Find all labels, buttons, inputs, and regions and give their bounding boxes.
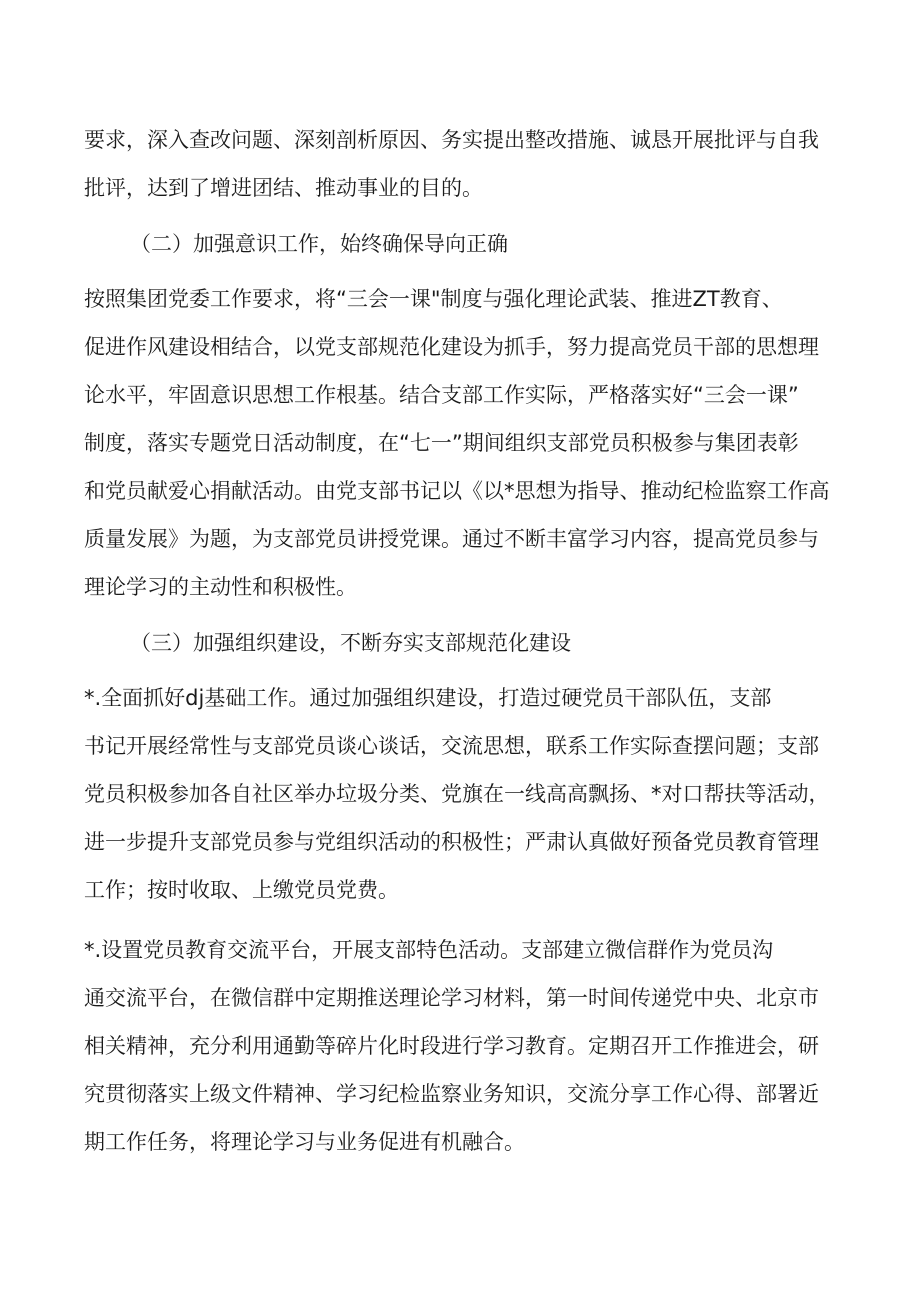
text-line: 工作；按时收取、上缴党员党费。 — [84, 878, 399, 902]
text-line: 论水平，牢固意识思想工作根基。结合支部工作实际，严格落实好“三会一课” — [84, 383, 799, 407]
heading-text: （三）加强组织建设，不断夯实支部规范化建设 — [130, 631, 571, 655]
text-line: 书记开展经常性与支部党员谈心谈话，交流思想，联系工作实际查摆问题；支部 — [84, 734, 819, 758]
text-line: 按照集团党委工作要求，将“三会一课"制度与强化理论武装、推进ZT教育、 — [84, 287, 783, 311]
text-line: 质量发展》为题，为支部党员讲授党课。通过不断丰富学习内容，提高党员参与 — [84, 527, 819, 551]
text-line: 党员积极参加各自社区举办垃圾分类、党旗在一线高高飘扬、*对口帮扶等活动， — [84, 782, 830, 806]
text-line: *.设置党员教育交流平台，开展支部特色活动。支部建立微信群作为党员沟 — [84, 938, 774, 962]
text-line: 相关精神，充分利用通勤等碎片化时段进行学习教育。定期召开工作推进会，研 — [84, 1034, 819, 1058]
text-line: 要求，深入查改问题、深刻剖析原因、务实提出整改措施、诚恳开展批评与自我 — [84, 128, 819, 152]
text-line: 理论学习的主动性和积极性。 — [84, 575, 357, 599]
text-line: 进一步提升支部党员参与党组织活动的积极性；严肃认真做好预备党员教育管理 — [84, 830, 819, 854]
heading-text: （二）加强意识工作，始终确保导向正确 — [130, 232, 508, 256]
text-line: 批评，达到了增进团结、推动事业的目的。 — [84, 176, 483, 200]
text-line: 制度，落实专题党日活动制度，在“七一”期间组织支部党员积极参与集团表彰 — [84, 431, 799, 455]
text-line: 促进作风建设相结合，以党支部规范化建设为抓手，努力提高党员干部的思想理 — [84, 335, 819, 359]
text-line: 期工作任务，将理论学习与业务促进有机融合。 — [84, 1130, 525, 1154]
text-line: 通交流平台，在微信群中定期推送理论学习材料，第一时间传递党中央、北京市 — [84, 986, 819, 1010]
text-line: 和党员献爱心捐献活动。由党支部书记以《以*思想为指导、推动纪检监察工作高 — [84, 479, 830, 503]
text-line: *.全面抓好dj基础工作。通过加强组织建设，打造过硬党员干部队伍，支部 — [84, 686, 772, 710]
text-line: 究贯彻落实上级文件精神、学习纪检监察业务知识，交流分享工作心得、部署近 — [84, 1082, 819, 1106]
